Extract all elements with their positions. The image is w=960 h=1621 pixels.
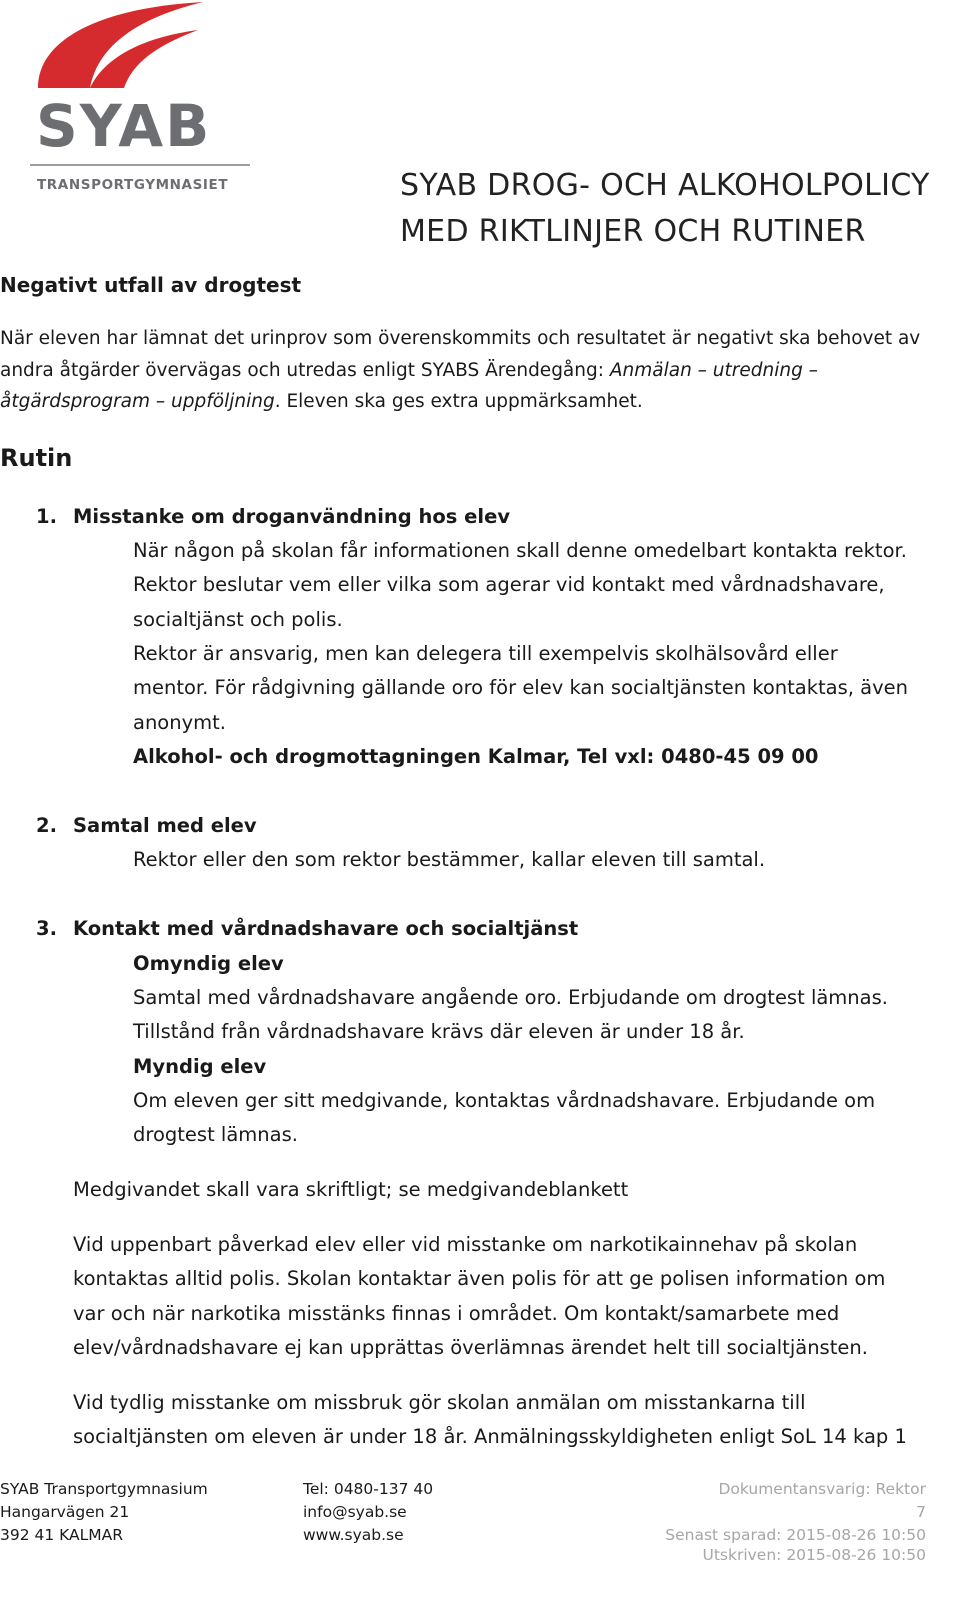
document-title-line1: SYAB DROG- OCH ALKOHOLPOLICY: [400, 168, 930, 203]
contact-line: Alkohol- och drogmottagningen Kalmar, Tel vxl: 0480-45 09 00: [133, 745, 819, 768]
footer-contact: [303, 1478, 433, 1547]
intro-text: andra åtgärder övervägas och utredas enligt SYABS Ärendegång:: [0, 359, 610, 381]
police-line: Vid uppenbart påverkad elev eller vid misstanke om narkotikainnehav på skolan: [73, 1233, 858, 1256]
intro-line: [0, 355, 920, 387]
footer-doc-info: [665, 1478, 926, 1564]
intro-italic: åtgärdsprogram – uppföljning: [0, 391, 275, 412]
intro-text: . Eleven ska ges extra uppmärksamhet.: [274, 391, 643, 412]
rutin-heading: Rutin: [0, 444, 73, 472]
step-line: Rektor eller den som rektor bestämmer, kallar eleven till samtal.: [133, 848, 766, 871]
footer-tel: Tel: 0480-137 40: [303, 1480, 434, 1498]
section-heading: Negativt utfall av drogtest: [0, 273, 302, 297]
page-number: 7: [916, 1503, 926, 1521]
step-line: anonymt.: [133, 711, 226, 734]
step-line: Samtal med vårdnadshavare angående oro. Erbjudande om drogtest lämnas.: [133, 986, 888, 1009]
step-line: Tillstånd från vårdnadshavare krävs där eleven är under 18 år.: [133, 1020, 745, 1043]
syab-logo-mark: [28, 0, 258, 200]
footer-responsible: Dokumentansvarig: Rektor: [718, 1480, 926, 1498]
footer-address: [0, 1478, 208, 1547]
footer-saved: Senast sparad: 2015-08-26 10:50: [665, 1526, 926, 1544]
intro-italic: Anmälan – utredning –: [609, 359, 818, 381]
abuse-line: Vid tydlig misstanke om missbruk gör skolan anmälan om misstankarna till: [73, 1391, 806, 1414]
footer-org: SYAB Transportgymnasium: [0, 1480, 208, 1498]
step-title: Misstanke om droganvändning hos elev: [73, 505, 511, 528]
intro-line: [0, 386, 920, 418]
footer-street: Hangarvägen 21: [0, 1503, 130, 1521]
police-line: kontaktas alltid polis. Skolan kontaktar även polis för att ge polisen information om: [73, 1267, 886, 1290]
svg-text:TRANSPORTGYMNASIET: TRANSPORTGYMNASIET: [37, 177, 229, 193]
consent-note: Medgivandet skall vara skriftligt; se medgivandeblankett: [73, 1178, 629, 1201]
step-number: 3.: [36, 917, 57, 940]
footer-printed: Utskriven: 2015-08-26 10:50: [702, 1546, 926, 1564]
step-line: mentor. För rådgivning gällande oro för elev kan socialtjänsten kontaktas, även: [133, 676, 909, 699]
police-line: var och när narkotika misstänks finnas i området. Om kontakt/samarbete med: [73, 1302, 840, 1325]
step-number: 1.: [36, 505, 57, 528]
footer-email: info@syab.se: [303, 1503, 407, 1521]
document-title: [400, 163, 940, 255]
step-line: drogtest lämnas.: [133, 1123, 298, 1146]
step-title: Kontakt med vårdnadshavare och socialtjänst: [73, 917, 579, 940]
subheading: Myndig elev: [133, 1055, 267, 1078]
step-title: Samtal med elev: [73, 814, 257, 837]
document-title-line2: MED RIKTLINJER OCH RUTINER: [400, 214, 866, 249]
intro-line: När eleven har lämnat det urinprov som överenskommits och resultatet är negativt ska behovet av: [0, 328, 921, 349]
subheading: Omyndig elev: [133, 952, 284, 975]
step-line: Om eleven ger sitt medgivande, kontaktas vårdnadshavare. Erbjudande om: [133, 1089, 876, 1112]
step-line: socialtjänst och polis.: [133, 608, 343, 631]
step-line: När någon på skolan får informationen skall denne omedelbart kontakta rektor.: [133, 539, 907, 562]
step-number: 2.: [36, 814, 57, 837]
step-line: Rektor beslutar vem eller vilka som agerar vid kontakt med vårdnadshavare,: [133, 573, 885, 596]
step-line: Rektor är ansvarig, men kan delegera till exempelvis skolhälsovård eller: [133, 642, 838, 665]
intro-paragraph: [0, 323, 920, 418]
syab-logo: [28, 0, 258, 200]
footer-web: www.syab.se: [303, 1526, 404, 1544]
svg-text:SYAB: SYAB: [36, 92, 212, 160]
police-line: elev/vårdnadshavare ej kan upprättas överlämnas ärendet helt till socialtjänsten.: [73, 1336, 868, 1359]
abuse-line: socialtjänsten om eleven är under 18 år. Anmälningsskyldigheten enligt SoL 14 kap 1: [73, 1425, 907, 1448]
footer-city: 392 41 KALMAR: [0, 1526, 124, 1544]
